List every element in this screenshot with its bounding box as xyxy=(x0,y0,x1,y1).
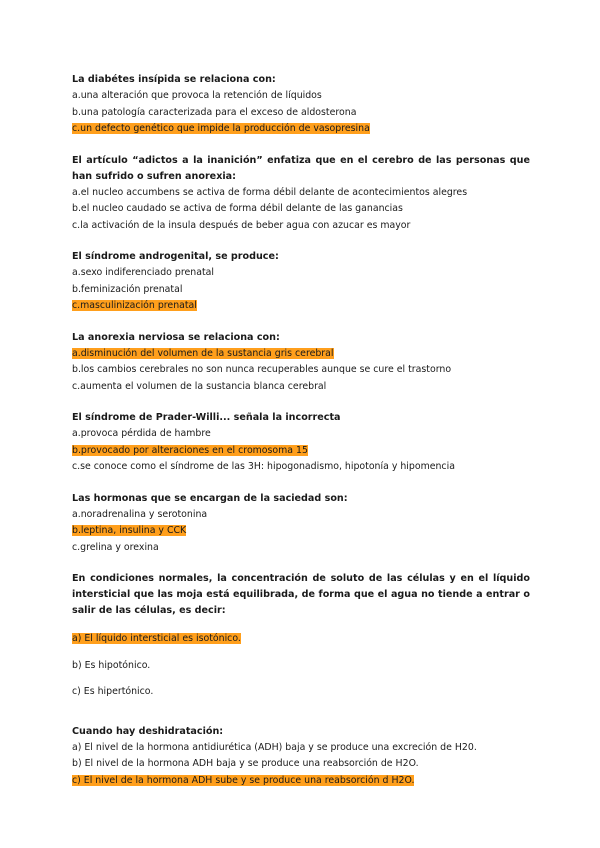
answer-option: b.los cambios cerebrales no son nunca recuperables aunque se cure el trastorno xyxy=(72,364,452,375)
question-text: La diabétes insípida se relaciona con: xyxy=(72,74,276,85)
answer-option: b.una patología caracterizada para el exceso de aldosterona xyxy=(72,106,357,118)
answer-option: c.aumenta el volumen de la sustancia blanca cerebral xyxy=(72,380,327,392)
question-block xyxy=(72,249,530,315)
answer-option: b.feminización prenatal xyxy=(72,283,183,295)
question-text: El síndrome de Prader-Willi... señala la incorrecta xyxy=(72,412,341,423)
question-block xyxy=(72,410,530,476)
answer-option-highlighted: c) El nivel de la hormona ADH sube y se produce una reabsorción d H2O. xyxy=(72,774,415,786)
document-page xyxy=(72,72,530,789)
answer-option: a.sexo indiferenciado prenatal xyxy=(72,267,214,278)
question-block xyxy=(72,724,530,790)
answer-option-highlighted: c.masculinización prenatal xyxy=(72,300,197,311)
answer-option-highlighted: c.un defecto genético que impide la producción de vasopresina xyxy=(72,123,370,134)
answer-option: b) El nivel de la hormona ADH baja y se produce una reabsorción de H2O. xyxy=(72,758,419,769)
answer-option-highlighted: b.leptina, insulina y CCK xyxy=(72,525,187,536)
question-text: La anorexia nerviosa se relaciona con: xyxy=(72,331,280,343)
answer-option-highlighted: a) El líquido intersticial es isotónico. xyxy=(72,633,241,644)
answer-option: c.grelina y orexina xyxy=(72,541,159,553)
question-text: En condiciones normales, la concentración de soluto de las células y en el líquido intersticial que las moja está equilibrada, de forma que el agua no tiende a entrar o salir de las células, es decir: xyxy=(72,573,530,616)
answer-option-highlighted: a.disminución del volumen de la sustancia gris cerebral xyxy=(72,347,334,359)
answer-option: b) Es hipotónico. xyxy=(72,659,151,671)
answer-option-highlighted: b.provocado por alteraciones en el cromosoma 15 xyxy=(72,444,308,456)
question-text: El síndrome androgenital, se produce: xyxy=(72,251,279,262)
answer-option: a.el nucleo accumbens se activa de forma débil delante de acontecimientos alegres xyxy=(72,186,468,198)
question-text: Las hormonas que se encargan de la saciedad son: xyxy=(72,492,348,504)
question-block xyxy=(72,153,530,235)
answer-option: c.se conoce como el síndrome de las 3H: hipogonadismo, hipotonía y hipomencia xyxy=(72,461,455,472)
answer-option: a.noradrenalina y serotonina xyxy=(72,508,208,520)
answer-option: b.el nucleo caudado se activa de forma débil delante de las ganancias xyxy=(72,203,403,214)
question-block xyxy=(72,330,530,396)
answer-option: a) El nivel de la hormona antidiurética (ADH) baja y se produce una excreción de H20. xyxy=(72,741,477,753)
question-block xyxy=(72,72,530,138)
question-text: Cuando hay deshidratación: xyxy=(72,725,224,737)
answer-option: c) Es hipertónico. xyxy=(72,686,154,697)
answer-option: a.una alteración que provoca la retención de líquidos xyxy=(72,90,322,101)
question-text: El artículo “adictos a la inanición” enfatiza que en el cerebro de las personas que han sufrido o sufren anorexia: xyxy=(72,154,530,182)
answer-option: c.la activación de la insula después de beber agua con azucar es mayor xyxy=(72,219,411,231)
answer-option: a.provoca pérdida de hambre xyxy=(72,428,211,439)
question-block xyxy=(72,571,530,701)
question-block xyxy=(72,491,530,557)
